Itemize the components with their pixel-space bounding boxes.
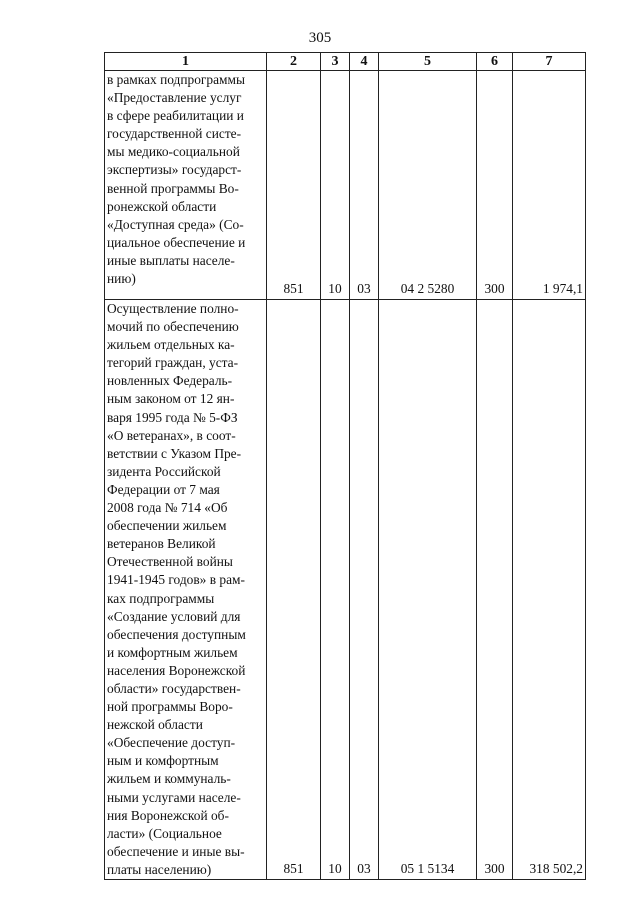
description-line: ветствии с Указом Пре-	[107, 445, 242, 461]
description-line: ным и комфортным	[107, 753, 219, 769]
description-line: Отечественной войны	[107, 554, 233, 570]
section-code: 10	[321, 71, 350, 300]
description-line: ния Воронежской об-	[107, 807, 229, 823]
description-line: экспертизы» государст-	[107, 162, 242, 178]
description-line: Осуществление полно-	[107, 301, 239, 316]
description-line: государственной систе-	[107, 126, 242, 142]
description-line: «Создание условий для	[107, 608, 241, 624]
description-line: 2008 года № 714 «Об	[107, 500, 228, 516]
description-line: иные выплаты населе-	[107, 252, 235, 268]
description-line: Федерации от 7 мая	[107, 481, 220, 497]
description-line: ными услугами населе-	[107, 789, 241, 805]
description-cell	[105, 71, 267, 300]
description-line: 1941-1945 годов» в рам-	[107, 572, 245, 588]
description-line: обеспечения доступным	[107, 626, 246, 642]
expense-type-code: 300	[477, 300, 513, 880]
description-line: тегорий граждан, уста-	[107, 355, 239, 371]
description-line: нежской области	[107, 717, 203, 733]
description-line: жильем отдельных ка-	[107, 337, 235, 353]
description-line: варя 1995 года № 5-ФЗ	[107, 409, 238, 425]
table-row	[105, 71, 586, 300]
description-line: населения Воронежской	[107, 662, 246, 678]
description-line: «О ветеранах», в соот-	[107, 427, 236, 443]
column-header-5: 5	[379, 53, 477, 71]
description-line: и комфортным жильем	[107, 644, 238, 660]
header-row	[105, 53, 586, 71]
description-line: нию)	[107, 271, 136, 287]
subsection-code: 03	[350, 300, 379, 880]
column-header-7: 7	[513, 53, 586, 71]
description-line: «Предоставление услуг	[107, 90, 242, 106]
expense-type-code: 300	[477, 71, 513, 300]
budget-table	[104, 52, 586, 880]
description-line: «Доступная среда» (Со-	[107, 216, 244, 232]
description-line: обеспечение и иные вы-	[107, 843, 245, 859]
description-line: жильем и коммуналь-	[107, 771, 231, 787]
description-line: в рамках подпрограммы	[107, 72, 245, 87]
amount-value: 1 974,1	[513, 71, 586, 300]
description-line: ласти» (Социальное	[107, 825, 222, 841]
column-header-1: 1	[105, 53, 267, 71]
description-line: мочий по обеспечению	[107, 319, 239, 335]
section-code: 10	[321, 300, 350, 880]
description-line: «Обеспечение доступ-	[107, 735, 236, 751]
page-number: 305	[308, 30, 332, 46]
table-row	[105, 300, 586, 880]
ministry-code: 851	[267, 300, 321, 880]
description-line: циальное обеспечение и	[107, 234, 246, 250]
description-line: обеспечении жильем	[107, 518, 227, 534]
description-line: ронежской области	[107, 198, 217, 214]
ministry-code: 851	[267, 71, 321, 300]
description-line: новленных Федераль-	[107, 373, 233, 389]
description-line: венной программы Во-	[107, 180, 239, 196]
amount-value: 318 502,2	[513, 300, 586, 880]
column-header-6: 6	[477, 53, 513, 71]
description-cell	[105, 300, 267, 880]
subsection-code: 03	[350, 71, 379, 300]
description-line: области» государствен-	[107, 680, 241, 696]
target-article-code: 04 2 5280	[379, 71, 477, 300]
description-line: платы населению)	[107, 861, 212, 877]
description-line: в сфере реабилитации и	[107, 108, 244, 124]
description-line: зидента Российской	[107, 463, 221, 479]
column-header-3: 3	[321, 53, 350, 71]
description-line: ной программы Воро-	[107, 699, 233, 715]
column-header-2: 2	[267, 53, 321, 71]
description-line: ках подпрограммы	[107, 590, 215, 606]
description-line: ным законом от 12 ян-	[107, 391, 235, 407]
description-line: ветеранов Великой	[107, 536, 216, 552]
column-header-4: 4	[350, 53, 379, 71]
description-line: мы медико-социальной	[107, 144, 240, 160]
target-article-code: 05 1 5134	[379, 300, 477, 880]
